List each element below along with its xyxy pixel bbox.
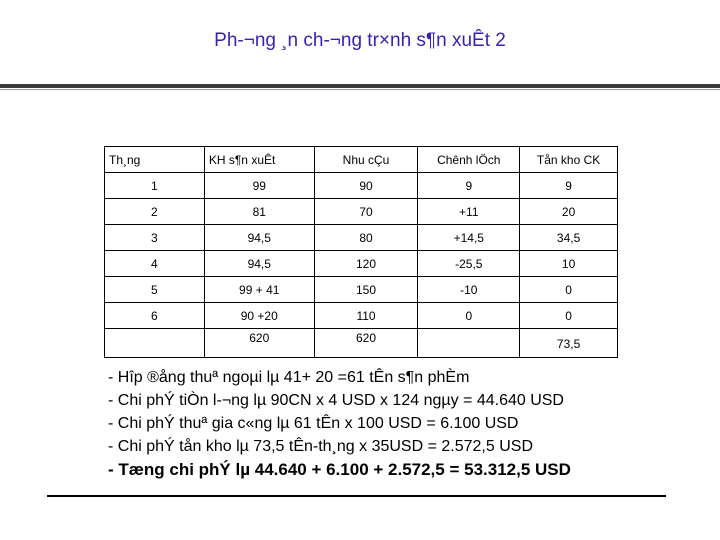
title-divider-thin bbox=[0, 89, 720, 90]
total-inventory: 73,5 bbox=[520, 329, 618, 358]
cell-demand: 120 bbox=[314, 251, 418, 277]
header-inventory: Tån kho CK bbox=[520, 147, 618, 173]
total-plan: 620 bbox=[204, 329, 314, 358]
cell-difference: +11 bbox=[418, 199, 520, 225]
table-row bbox=[105, 225, 618, 251]
cell-plan: 94,5 bbox=[204, 251, 314, 277]
cell-month: 3 bbox=[105, 225, 205, 251]
cell-plan: 81 bbox=[204, 199, 314, 225]
note-subcontract: - Hîp ®ång thuª ngoµi lµ 41+ 20 =61 tÊn s¶n phÈm bbox=[108, 369, 470, 386]
cell-difference: +14,5 bbox=[418, 225, 520, 251]
cell-inventory: 34,5 bbox=[520, 225, 618, 251]
header-difference: Chênh lÖch bbox=[418, 147, 520, 173]
cell-inventory: 0 bbox=[520, 303, 618, 329]
total-month bbox=[105, 329, 205, 358]
cell-month: 5 bbox=[105, 277, 205, 303]
cell-demand: 150 bbox=[314, 277, 418, 303]
table-header-row bbox=[105, 147, 618, 173]
cell-month: 2 bbox=[105, 199, 205, 225]
table-totals-row bbox=[105, 329, 618, 358]
table-row bbox=[105, 199, 618, 225]
cell-month: 1 bbox=[105, 173, 205, 199]
slide-title: Ph-¬ng ¸n ch-¬ng tr×nh s¶n xuÊt 2 bbox=[214, 30, 506, 51]
cell-difference: -10 bbox=[418, 277, 520, 303]
cell-demand: 80 bbox=[314, 225, 418, 251]
note-inventory-cost: - Chi phÝ tån kho lµ 73,5 tÊn-th¸ng x 35USD = 2.572,5 USD bbox=[108, 438, 533, 455]
title-divider bbox=[0, 84, 720, 88]
note-total-cost: - Tæng chi phÝ lµ 44.640 + 6.100 + 2.572,5 = 53.312,5 USD bbox=[108, 460, 571, 479]
cell-demand: 110 bbox=[314, 303, 418, 329]
cell-demand: 70 bbox=[314, 199, 418, 225]
header-plan: KH s¶n xuÊt bbox=[204, 147, 314, 173]
cell-difference: 9 bbox=[418, 173, 520, 199]
note-outsourcing-cost: - Chi phÝ thuª gia c«ng lµ 61 tÊn x 100 USD = 6.100 USD bbox=[108, 415, 519, 432]
cell-inventory: 0 bbox=[520, 277, 618, 303]
table-row bbox=[105, 303, 618, 329]
cell-month: 4 bbox=[105, 251, 205, 277]
table-row bbox=[105, 173, 618, 199]
cell-inventory: 10 bbox=[520, 251, 618, 277]
cell-difference: -25,5 bbox=[418, 251, 520, 277]
cell-inventory: 20 bbox=[520, 199, 618, 225]
cell-inventory: 9 bbox=[520, 173, 618, 199]
header-month: Th¸ng bbox=[105, 147, 205, 173]
cell-plan: 94,5 bbox=[204, 225, 314, 251]
bottom-divider bbox=[47, 495, 666, 497]
header-demand: Nhu cÇu bbox=[314, 147, 418, 173]
cell-month: 6 bbox=[105, 303, 205, 329]
cost-notes bbox=[108, 366, 708, 481]
cell-difference: 0 bbox=[418, 303, 520, 329]
table-row bbox=[105, 251, 618, 277]
cell-plan: 99 + 41 bbox=[204, 277, 314, 303]
production-table bbox=[104, 146, 618, 358]
cell-demand: 90 bbox=[314, 173, 418, 199]
total-difference bbox=[418, 329, 520, 358]
cell-plan: 99 bbox=[204, 173, 314, 199]
table-row bbox=[105, 277, 618, 303]
total-demand: 620 bbox=[314, 329, 418, 358]
note-labor-cost: - Chi phÝ tiÒn l-¬ng lµ 90CN x 4 USD x 124 ngµy = 44.640 USD bbox=[108, 392, 564, 409]
cell-plan: 90 +20 bbox=[204, 303, 314, 329]
